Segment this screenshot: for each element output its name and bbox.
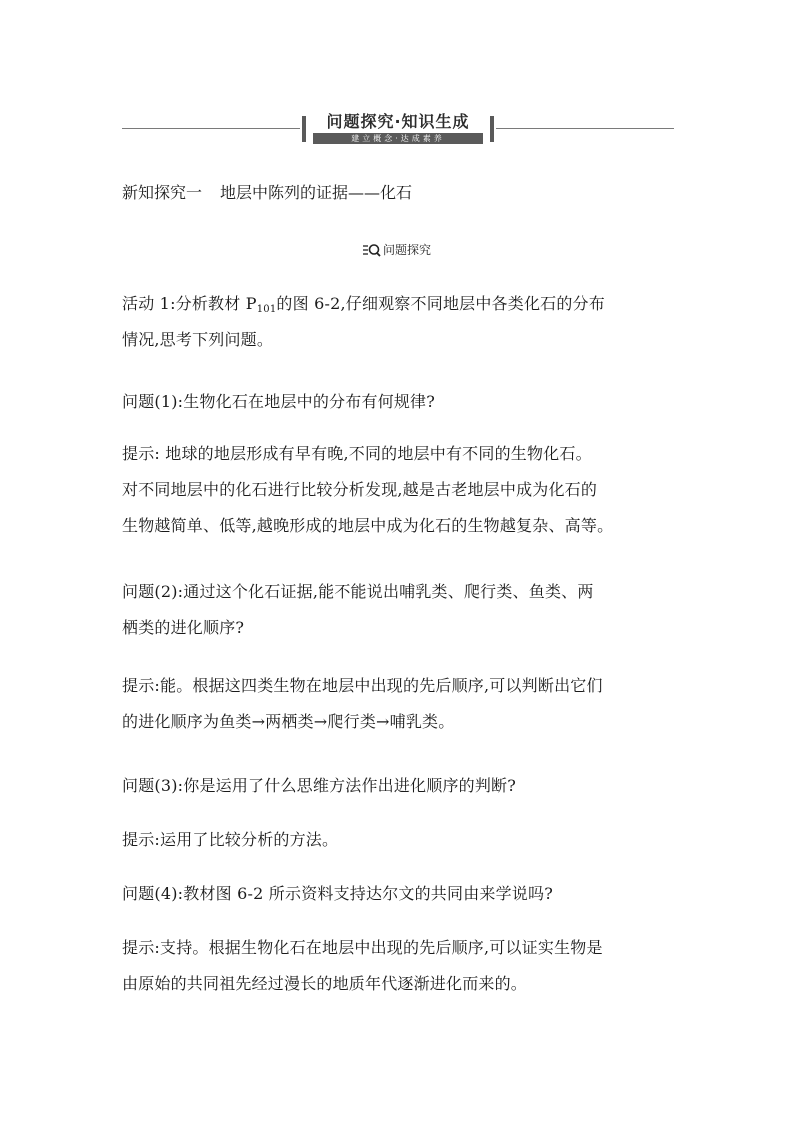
banner-center <box>310 112 486 146</box>
banner-rule-left <box>122 128 300 129</box>
banner-title: 问题探究·知识生成 <box>326 112 470 131</box>
section-heading <box>122 180 412 206</box>
question-3: 问题(3):你是运用了什么思维方法作出进化顺序的判断? <box>122 776 517 795</box>
answer-2: 提示:能。根据这四类生物在地层中出现的先后顺序,可以判断出它们 的进化顺序为鱼类→两栖类→爬行类→哺乳类。 <box>122 676 603 731</box>
question-1: 问题(1):生物化石在地层中的分布有何规律? <box>122 392 436 411</box>
section-banner <box>122 112 674 146</box>
sub-heading-label: 问题探究 <box>382 243 431 257</box>
banner-rule-right <box>496 128 674 129</box>
section-heading-title: 地层中陈列的证据——化石 <box>220 183 413 202</box>
question-2: 问题(2):通过这个化石证据,能不能说出哺乳类、爬行类、鱼类、两 栖类的进化顺序? <box>122 582 594 637</box>
banner-subtitle: 建立概念·达成素养 <box>313 133 483 144</box>
question-4: 问题(4):教材图 6-2 所示资料支持达尔文的共同由来学说吗? <box>122 884 553 903</box>
banner-bracket-right <box>490 116 494 142</box>
banner-bracket-left <box>302 116 306 142</box>
answer-4: 提示:支持。根据生物化石在地层中出现的先后顺序,可以证实生物是 由原始的共同祖先经过漫长的地质年代逐渐进化而来的。 <box>122 938 603 993</box>
answer-3: 提示:运用了比较分析的方法。 <box>122 830 339 849</box>
magnifier-icon <box>363 243 381 257</box>
activity-line-1: 活动 1:分析教材 $P_{101}$的图 6-2,仔细观察不同地层中各类化石的分布 <box>122 294 605 315</box>
sub-heading <box>0 241 794 259</box>
answer-1: 提示: 地球的地层形成有早有晚,不同的地层中有不同的生物化石。 对不同地层中的化石进行比较分析发现,越是古老地层中成为化石的 生物越简单、低等,越晚形成的地层中成为化石的生物越复杂、高等。 <box>122 444 614 535</box>
activity-paragraph <box>122 286 678 358</box>
section-heading-number: 新知探究一 <box>122 183 203 202</box>
activity-line-2: 情况,思考下列问题。 <box>122 330 274 349</box>
